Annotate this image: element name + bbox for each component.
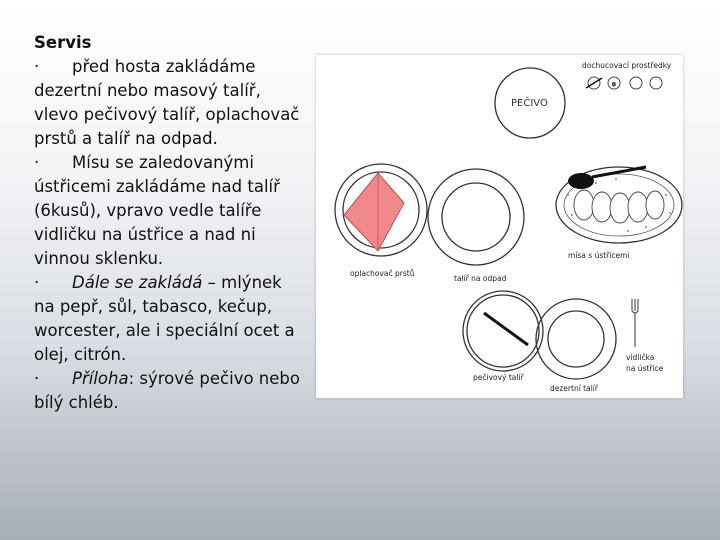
bullet: · — [34, 369, 40, 388]
label-waste-plate: talíř na odpad — [454, 274, 507, 283]
spoon-bowl — [568, 173, 594, 189]
spice-circle — [650, 77, 662, 89]
spice-circle — [630, 77, 642, 89]
waste-plate — [428, 169, 524, 265]
butter-knife — [484, 313, 528, 345]
table-setting-figure — [316, 55, 683, 398]
label-finger-bowl: oplachovač prstů — [350, 269, 415, 278]
paragraph-3-text: – mlýnek na pepř, sůl, tabasco, kečup, worcester, ale i speciální ocet a olej, citrón. — [34, 273, 295, 364]
bullet: · — [34, 153, 40, 172]
paragraph-1 — [34, 55, 306, 151]
paragraph-4 — [34, 367, 306, 415]
spice-containers — [586, 77, 662, 89]
paragraph-3 — [34, 271, 306, 367]
label-bread-plate: pečivový talíř — [473, 373, 524, 382]
oyster-dish — [556, 167, 682, 243]
paragraph-2-text: Mísu se zaledovanými ústřicemi zakládáme nad talíř (6kusů), vpravo vedle talíře vidličku na ústřice a nad ni vinnou sklenku. — [34, 153, 280, 268]
label-bread: PEČIVO — [511, 98, 548, 109]
paragraph-1-text: před hosta zakládáme dezertní nebo masový talíř, vlevo pečivový talíř, oplachovač prstů a talíř na odpad. — [34, 57, 300, 148]
label-fork-line1: vidlička — [626, 353, 655, 362]
label-dessert-plate: dezertní talíř — [550, 384, 598, 393]
label-spices: dochucovací prostředky — [582, 61, 672, 70]
oyster-fork — [632, 299, 638, 347]
slide-title: Servis — [34, 33, 92, 52]
bread-plate — [463, 291, 543, 371]
label-fork-line2: na ústřice — [626, 364, 664, 373]
table-setting-drawing — [316, 55, 683, 398]
paragraph-4-italic: Příloha — [72, 369, 129, 388]
bullet: · — [34, 57, 40, 76]
paragraph-2 — [34, 151, 306, 271]
paragraph-4-text: : sýrové pečivo nebo bílý chléb. — [34, 369, 300, 412]
slide-text — [34, 31, 306, 415]
dessert-plate — [536, 299, 616, 379]
bullet: · — [34, 273, 40, 292]
paragraph-3-italic: Dále se zakládá — [72, 273, 203, 292]
label-oyster-dish: mísa s ústřicemi — [568, 251, 630, 260]
spice-glyph: o — [612, 81, 616, 88]
